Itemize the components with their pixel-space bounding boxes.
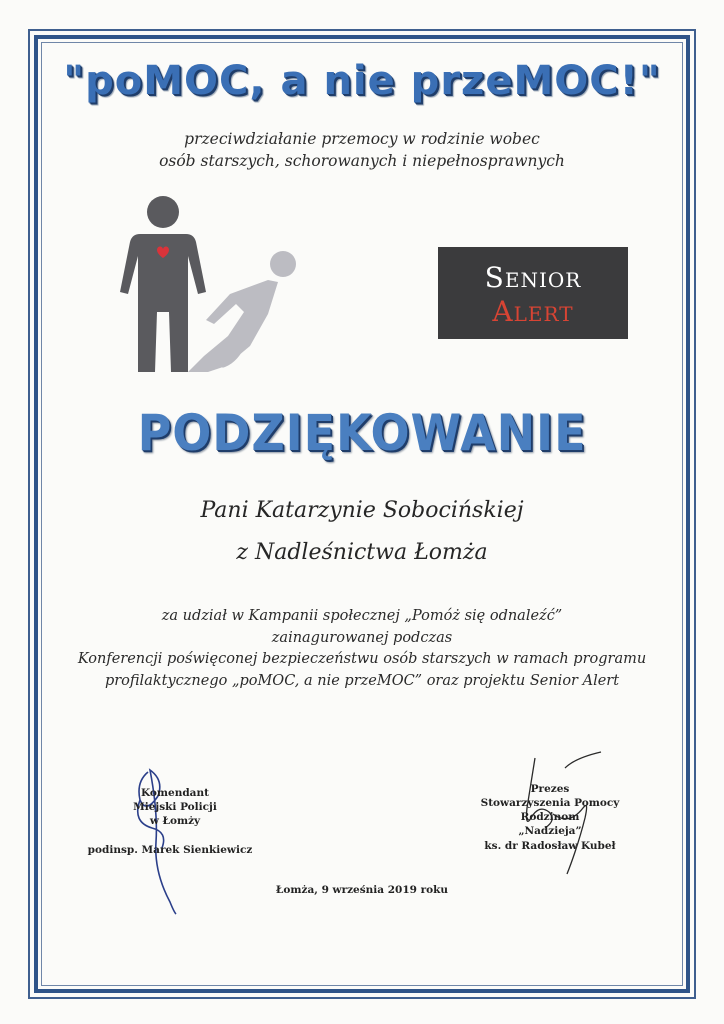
certificate-body bbox=[60, 606, 664, 692]
left-signatory-title bbox=[100, 786, 250, 828]
senior-alert-logo bbox=[438, 247, 628, 339]
subtitle-line-1: przeciwdziałanie przemocy w rodzinie wobec bbox=[184, 130, 540, 148]
logo-line-2: Alert bbox=[492, 295, 574, 328]
left-title-line-3: w Łomży bbox=[149, 815, 201, 827]
body-line-1: za udział w Kampanii społecznej „Pomóż się odnaleźć” bbox=[161, 608, 563, 624]
right-signatory-title bbox=[455, 782, 645, 838]
right-signatory-name: ks. dr Radosław Kubeł bbox=[484, 840, 616, 852]
right-title-line-1: Prezes bbox=[530, 783, 570, 795]
subtitle bbox=[0, 128, 724, 172]
body-line-3: Konferencji poświęconej bezpieczeństwu osób starszych w ramach programu bbox=[77, 651, 647, 667]
campaign-slogan: "poMOC, a nie przeMOC!" bbox=[63, 58, 661, 104]
person-with-shadow-illustration bbox=[118, 196, 303, 372]
issue-date: Łomża, 9 września 2019 roku bbox=[275, 884, 449, 896]
left-signatory-name: podinsp. Marek Sienkiewicz bbox=[87, 844, 253, 856]
right-title-line-3: „Nadzieja” bbox=[518, 825, 582, 837]
right-title-line-2: Stowarzyszenia Pomocy Rodzinom bbox=[480, 797, 620, 823]
person-icon bbox=[120, 196, 206, 372]
left-title-line-1: Komendant bbox=[141, 787, 209, 799]
subtitle-line-2: osób starszych, schorowanych i niepełnosprawnych bbox=[159, 152, 565, 170]
left-title-line-2: Miejski Policji bbox=[133, 801, 217, 813]
elderly-shadow-icon bbox=[188, 251, 296, 372]
recipient-name: Pani Katarzynie Sobocińskiej bbox=[200, 498, 524, 523]
recipient-organization: z Nadleśnictwa Łomża bbox=[236, 540, 488, 565]
logo-line-1: Senior bbox=[484, 261, 582, 294]
certificate-heading: PODZIĘKOWANIE bbox=[137, 404, 587, 462]
body-line-4: profilaktycznego „poMOC, a nie przeMOC” oraz projektu Senior Alert bbox=[104, 672, 620, 689]
body-line-2: zainagurowanej podczas bbox=[271, 629, 453, 646]
